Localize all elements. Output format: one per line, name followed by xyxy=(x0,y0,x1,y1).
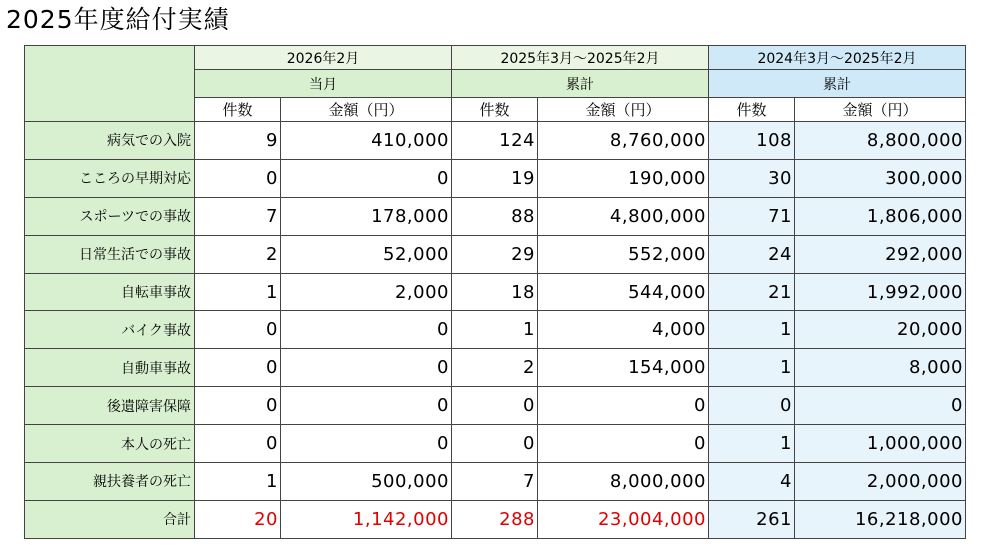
count-cell: 29 xyxy=(452,235,538,273)
total-row xyxy=(25,500,966,538)
category-label: こころの早期対応 xyxy=(25,159,195,197)
count-cell: 1 xyxy=(195,273,281,311)
amount-cell: 178,000 xyxy=(281,197,452,235)
category-label: 病気での入院 xyxy=(25,122,195,160)
amount-cell: 4,000 xyxy=(538,311,709,349)
period-header-1: 2026年2月 xyxy=(195,46,452,70)
count-cell: 30 xyxy=(709,159,795,197)
amount-cell: 1,806,000 xyxy=(795,197,966,235)
count-cell: 1 xyxy=(452,311,538,349)
amount-cell: 410,000 xyxy=(281,122,452,160)
category-label: 日常生活での事故 xyxy=(25,235,195,273)
category-label: 自転車事故 xyxy=(25,273,195,311)
amount-cell: 8,000 xyxy=(795,349,966,387)
category-label: 後遺障害保障 xyxy=(25,387,195,425)
amount-cell: 0 xyxy=(795,387,966,425)
amount-cell: 1,000,000 xyxy=(795,425,966,463)
amount-cell: 8,000,000 xyxy=(538,463,709,501)
amount-cell: 1,142,000 xyxy=(281,500,452,538)
count-cell: 2 xyxy=(452,349,538,387)
amount-cell: 4,800,000 xyxy=(538,197,709,235)
table-row xyxy=(25,387,966,425)
count-cell: 9 xyxy=(195,122,281,160)
category-label: バイク事故 xyxy=(25,311,195,349)
amount-cell: 2,000 xyxy=(281,273,452,311)
table-row xyxy=(25,273,966,311)
category-label: 自動車事故 xyxy=(25,349,195,387)
amount-cell: 23,004,000 xyxy=(538,500,709,538)
col-count-header: 件数 xyxy=(709,98,795,122)
count-cell: 1 xyxy=(195,463,281,501)
amount-cell: 500,000 xyxy=(281,463,452,501)
count-cell: 0 xyxy=(452,425,538,463)
table-row xyxy=(25,159,966,197)
corner-cell xyxy=(25,46,195,122)
count-cell: 1 xyxy=(709,311,795,349)
period-header-3: 2024年3月～2025年2月 xyxy=(709,46,966,70)
count-cell: 18 xyxy=(452,273,538,311)
table-row xyxy=(25,425,966,463)
col-amount-header: 金額（円） xyxy=(795,98,966,122)
period-label-2: 累計 xyxy=(452,70,709,98)
amount-cell: 0 xyxy=(281,311,452,349)
amount-cell: 292,000 xyxy=(795,235,966,273)
amount-cell: 544,000 xyxy=(538,273,709,311)
amount-cell: 154,000 xyxy=(538,349,709,387)
period-header-2: 2025年3月～2025年2月 xyxy=(452,46,709,70)
count-cell: 261 xyxy=(709,500,795,538)
col-amount-header: 金額（円） xyxy=(281,98,452,122)
count-cell: 7 xyxy=(452,463,538,501)
count-cell: 108 xyxy=(709,122,795,160)
count-cell: 7 xyxy=(195,197,281,235)
category-label: 本人の死亡 xyxy=(25,425,195,463)
amount-cell: 0 xyxy=(281,159,452,197)
count-cell: 288 xyxy=(452,500,538,538)
amount-cell: 1,992,000 xyxy=(795,273,966,311)
count-cell: 0 xyxy=(452,387,538,425)
category-label: 親扶養者の死亡 xyxy=(25,463,195,501)
amount-cell: 552,000 xyxy=(538,235,709,273)
table-row xyxy=(25,122,966,160)
col-count-header: 件数 xyxy=(452,98,538,122)
table-row xyxy=(25,197,966,235)
total-label: 合計 xyxy=(25,500,195,538)
count-cell: 19 xyxy=(452,159,538,197)
amount-cell: 190,000 xyxy=(538,159,709,197)
amount-cell: 8,800,000 xyxy=(795,122,966,160)
count-cell: 1 xyxy=(709,349,795,387)
count-cell: 0 xyxy=(195,387,281,425)
count-cell: 71 xyxy=(709,197,795,235)
count-cell: 0 xyxy=(709,387,795,425)
period-label-1: 当月 xyxy=(195,70,452,98)
col-amount-header: 金額（円） xyxy=(538,98,709,122)
benefit-results-table xyxy=(24,45,966,539)
table-row xyxy=(25,349,966,387)
amount-cell: 0 xyxy=(281,349,452,387)
count-cell: 4 xyxy=(709,463,795,501)
amount-cell: 52,000 xyxy=(281,235,452,273)
amount-cell: 8,760,000 xyxy=(538,122,709,160)
count-cell: 20 xyxy=(195,500,281,538)
period-label-3: 累計 xyxy=(709,70,966,98)
amount-cell: 0 xyxy=(281,387,452,425)
amount-cell: 0 xyxy=(281,425,452,463)
count-cell: 21 xyxy=(709,273,795,311)
page-title: 2025年度給付実績 xyxy=(6,5,230,34)
count-cell: 0 xyxy=(195,159,281,197)
col-count-header: 件数 xyxy=(195,98,281,122)
amount-cell: 20,000 xyxy=(795,311,966,349)
table-row xyxy=(25,463,966,501)
amount-cell: 0 xyxy=(538,387,709,425)
count-cell: 0 xyxy=(195,311,281,349)
count-cell: 0 xyxy=(195,349,281,387)
table-row xyxy=(25,311,966,349)
amount-cell: 16,218,000 xyxy=(795,500,966,538)
count-cell: 2 xyxy=(195,235,281,273)
category-label: スポーツでの事故 xyxy=(25,197,195,235)
amount-cell: 2,000,000 xyxy=(795,463,966,501)
count-cell: 1 xyxy=(709,425,795,463)
amount-cell: 0 xyxy=(538,425,709,463)
count-cell: 24 xyxy=(709,235,795,273)
table-row xyxy=(25,235,966,273)
count-cell: 0 xyxy=(195,425,281,463)
amount-cell: 300,000 xyxy=(795,159,966,197)
count-cell: 88 xyxy=(452,197,538,235)
count-cell: 124 xyxy=(452,122,538,160)
